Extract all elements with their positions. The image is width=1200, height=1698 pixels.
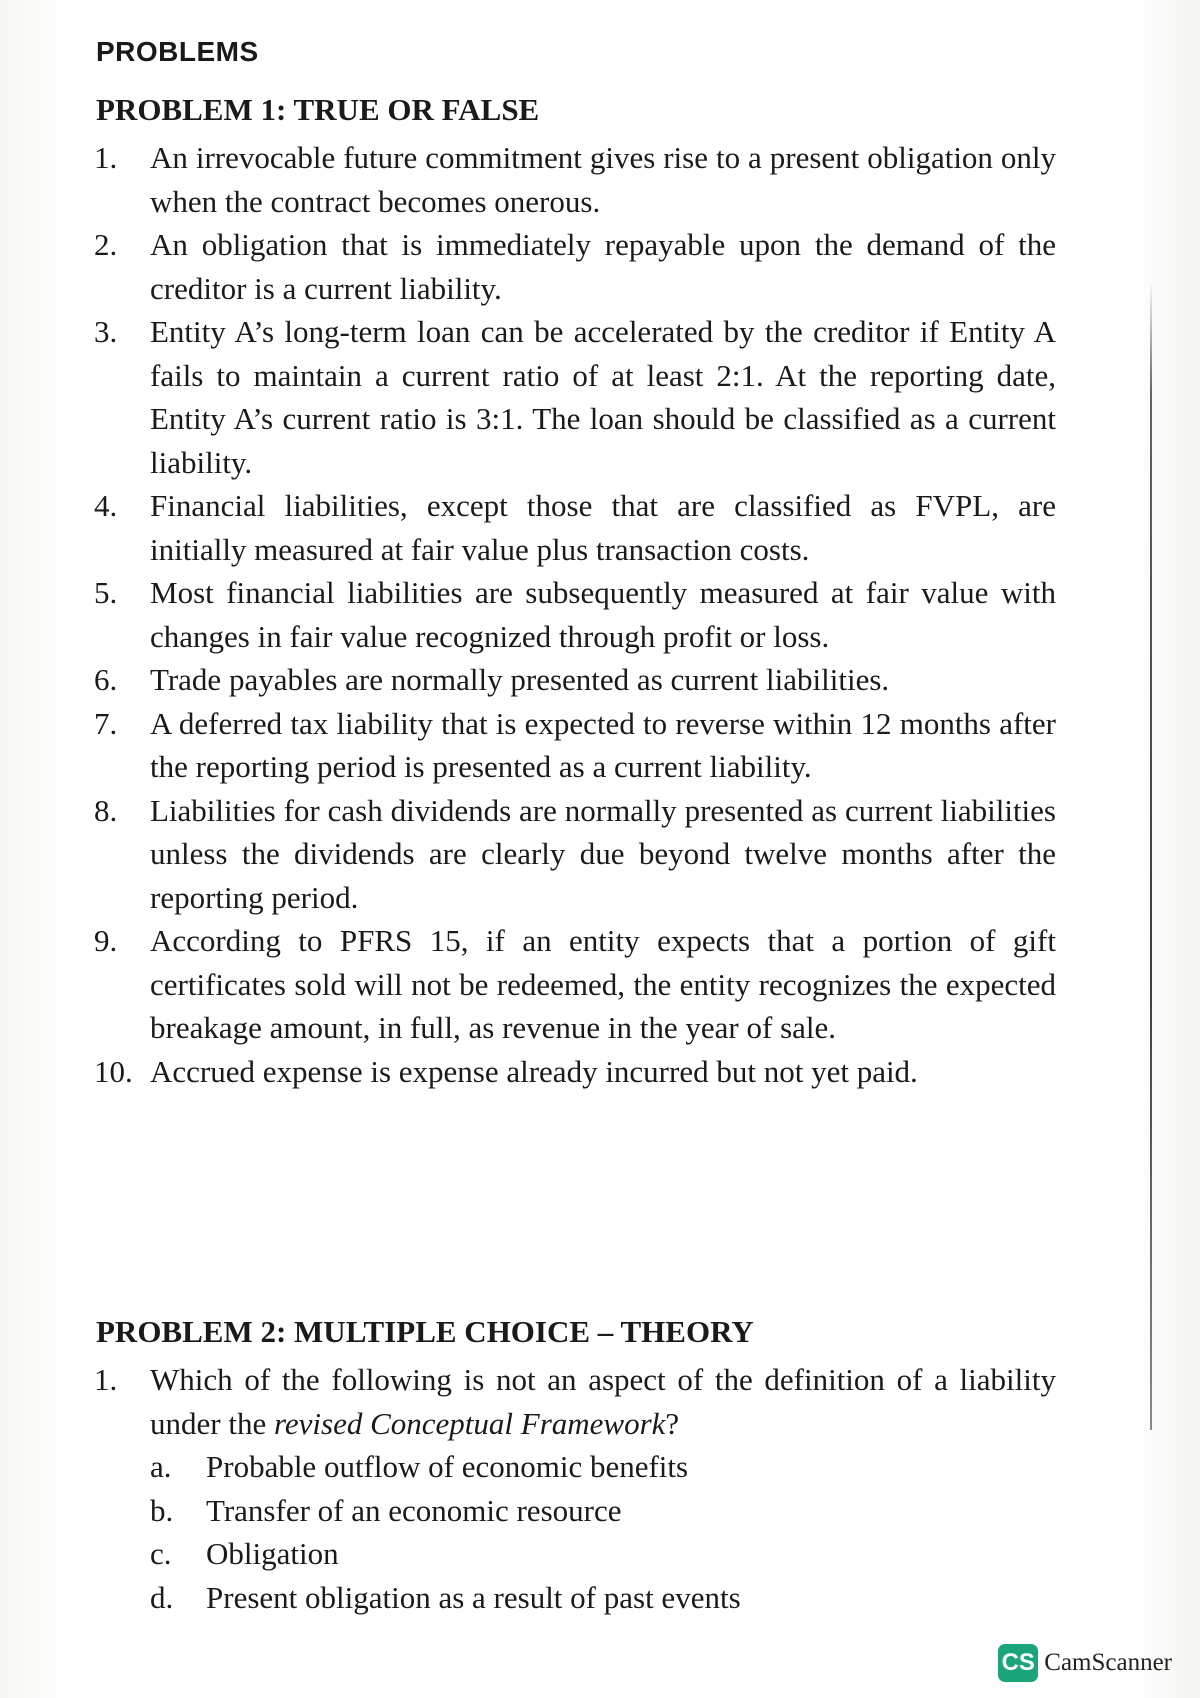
question-text-end: ? [665,1405,680,1441]
list-item [86,1050,1056,1094]
item-number: 7. [94,705,118,741]
item-text: Trade payables are normally presented as current liabilities. [150,662,890,697]
item-text: According to PFRS 15, if an entity expects that a portion of gift certificates sold will not be redeemed, the entity recognizes the expected breakage amount, in full, as revenue in the year of sale. [150,923,1056,1045]
item-text: An obligation that is immediately repayable upon the demand of the creditor is a current liability. [150,227,1056,306]
page-title: PROBLEMS [96,36,259,67]
camscanner-name: CamScanner [1044,1649,1172,1676]
problem-1-list [86,136,1056,1093]
choice-text: Transfer of an economic resource [206,1492,622,1528]
problem-1-heading: PROBLEM 1: TRUE OR FALSE [96,92,540,127]
list-item [86,702,1056,789]
list-item [86,223,1056,310]
choice-a [150,1445,1056,1489]
choice-text: Probable outflow of economic benefits [206,1449,689,1484]
item-number: 9. [94,923,118,958]
choice-b [150,1489,1056,1533]
choice-d [150,1576,1056,1616]
question-item [86,1358,1056,1616]
list-item [86,310,1056,484]
question-text: Which of the following is not an aspect of the definition of a liability under the [150,1362,1056,1441]
camscanner-watermark [998,1644,1172,1682]
item-number: 8. [94,792,118,828]
item-number: 10. [94,1053,133,1089]
problem-2-heading: PROBLEM 2: MULTIPLE CHOICE – THEORY [96,1314,754,1349]
item-text: An irrevocable future commitment gives rise to a present obligation only when the contract becomes onerous. [150,140,1056,219]
item-text: Financial liabilities, except those that are classified as FVPL, are initially measured at fair value plus transaction costs. [150,488,1056,567]
item-number: 6. [94,662,118,697]
list-item [86,484,1056,571]
choice-letter: d. [150,1579,174,1615]
item-text: Liabilities for cash dividends are normally presented as current liabilities unless the dividends are clearly due beyond twelve months after the reporting period. [150,792,1056,915]
item-text: Most financial liabilities are subsequently measured at fair value with changes in fair value recognized through profit or loss. [150,575,1056,654]
answer-choices [150,1445,1056,1616]
choice-letter: c. [150,1536,172,1571]
list-item [86,789,1056,920]
list-item [86,658,1056,702]
item-number: 4. [94,488,118,523]
choice-letter: a. [150,1449,172,1484]
choice-text: Obligation [206,1536,339,1571]
choice-letter: b. [150,1492,174,1528]
problem-2-list [86,1358,1056,1616]
question-text-italic: revised Conceptual Framework [273,1405,666,1441]
list-item [86,571,1056,658]
item-text: Entity A’s long-term loan can be accelerated by the creditor if Entity A fails to maintain a current ratio of at least 2:1. At the reporting date, Entity A’s current ratio is 3:1. The loan should be classified as a current liability. [150,314,1056,480]
question-number: 1. [94,1362,118,1397]
choice-text: Present obligation as a result of past events [206,1579,741,1615]
camscanner-logo-icon: CS [998,1644,1038,1682]
item-text: Accrued expense is expense already incurred but not yet paid. [150,1053,918,1089]
scan-edge-shadow [1150,280,1152,1430]
item-number: 2. [94,227,118,262]
item-number: 5. [94,575,118,610]
list-item [86,919,1056,1050]
item-text: A deferred tax liability that is expected to reverse within 12 months after the reporting period is presented as a current liability. [150,705,1056,784]
item-number: 3. [94,314,118,349]
choice-c [150,1532,1056,1576]
list-item [86,136,1056,223]
item-number: 1. [94,140,118,175]
